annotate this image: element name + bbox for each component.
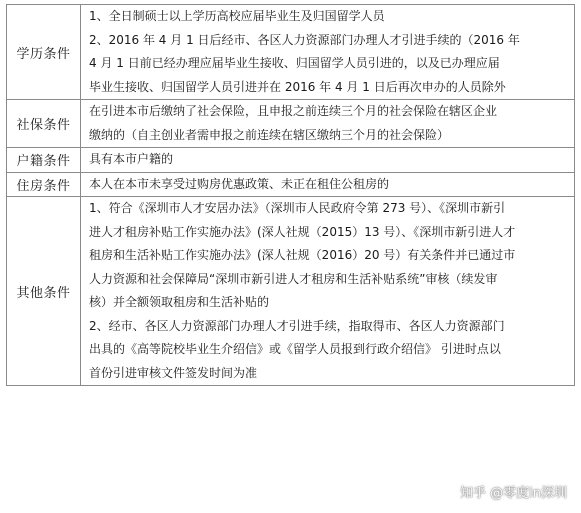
conditions-table (6, 4, 575, 386)
text-line: 4 月 1 日前已经办理应届毕业生接收、归国留学人员引进的，以及已办理应届 (89, 56, 500, 70)
label-social-security: 社保条件 (7, 100, 81, 148)
content-household (81, 148, 575, 173)
label-housing: 住房条件 (7, 172, 81, 197)
text-line: 在引进本市后缴纳了社会保险，且申报之前连续三个月的社会保险在辖区企业 (89, 104, 498, 118)
label-other: 其他条件 (7, 197, 81, 386)
text-line: 本人在本市未享受过购房优惠政策、未正在租住公租房的 (89, 176, 390, 191)
text-line: 人力资源和社会保障局“深圳市新引进人才租房和生活补贴系统”审核（续发审 (89, 271, 498, 286)
text-line: 毕业生接收、归国留学人员引进并在 2016 年 4 月 1 日后再次申办的人员除外 (89, 79, 506, 94)
text-line: 1、符合《深圳市人才安居办法》（深圳市人民政府令第 273 号）、《深圳市新引 (89, 201, 506, 215)
content-other (81, 197, 575, 386)
label-household: 户籍条件 (7, 148, 81, 173)
content-education (81, 5, 575, 100)
text-line: 租房和生活补贴工作实施办法》(深人社规（2016）20 号）有关条件并已通过市 (89, 248, 516, 262)
text-line: 缴纳的（自主创业者需申报之前连续在辖区缴纳三个月的社会保险） (89, 127, 450, 142)
row-housing (7, 172, 575, 197)
row-household (7, 148, 575, 173)
content-housing (81, 172, 575, 197)
text-line: 出具的《高等院校毕业生介绍信》或《留学人员报到行政介绍信》 引进时点以 (89, 342, 501, 356)
text-line: 核）并全额领取租房和生活补贴的 (89, 295, 270, 309)
label-education: 学历条件 (7, 5, 81, 100)
text-line: 2、经市、各区人力资源部门办理人才引进手续，指取得市、各区人力资源部门 (89, 318, 505, 333)
text-line: 2、2016 年 4 月 1 日后经市、各区人力资源部门办理人才引进手续的（2016 年 (89, 32, 520, 47)
row-education (7, 5, 575, 100)
text-line: 进人才租房补贴工作实施办法》(深人社规（2015）13 号）、《深圳市新引进人才 (89, 224, 516, 239)
text-line: 首份引进审核文件签发时间为准 (89, 365, 258, 380)
watermark: 知乎 @零度in深圳 (460, 486, 567, 501)
text-line: 具有本市户籍的 (89, 152, 174, 166)
text-line: 1、全日制硕士以上学历高校应届毕业生及归国留学人员 (89, 9, 385, 23)
row-social-security (7, 100, 575, 148)
content-social-security (81, 100, 575, 148)
row-other (7, 197, 575, 386)
